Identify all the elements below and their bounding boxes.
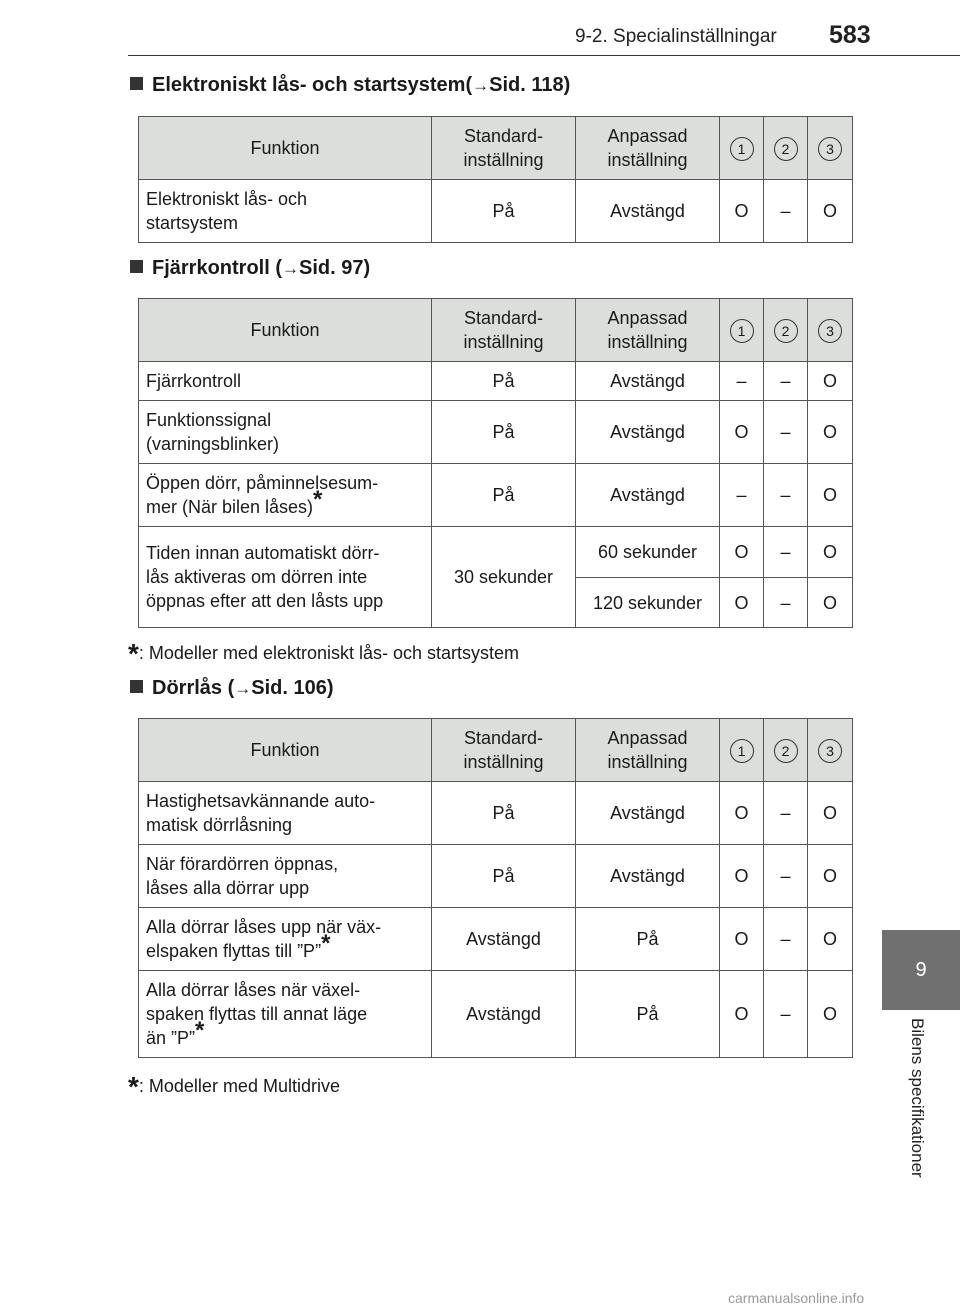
custom-cell: 120 sekunder [576,578,720,628]
watermark: carmanualsonline.info [728,1290,865,1306]
col-header-1 [720,719,764,782]
section-heading-remote: Fjärrkontroll (→Sid. 97) [130,257,370,280]
footnote-asterisk: * [321,930,331,957]
mark-cell-2: – [764,401,808,464]
circled-number-2-icon: 2 [774,137,798,161]
function-cell: Funktionssignal (varningsblinker) [139,401,432,464]
circled-number-2-icon: 2 [774,739,798,763]
standard-cell: På [432,845,576,908]
mark-cell-3: O [808,527,853,578]
table-row [139,971,853,1058]
standard-cell: Avstängd [432,908,576,971]
mark-cell-2: – [764,464,808,527]
mark-cell-1: O [720,180,764,243]
mark-cell-3: O [808,908,853,971]
mark-cell-3: O [808,578,853,628]
custom-cell: Avstängd [576,782,720,845]
function-cell: Elektroniskt lås- och startsystem [139,180,432,243]
chapter-number: 9 [915,958,927,981]
circled-number-3-icon: 3 [818,739,842,763]
mark-cell-1: O [720,908,764,971]
col-header-2 [764,299,808,362]
footnote-asterisk: * [313,486,323,513]
standard-cell: På [432,464,576,527]
custom-cell: Avstängd [576,362,720,401]
settings-table-door-lock [138,718,853,1058]
circled-number-2-icon: 2 [774,319,798,343]
table-row [139,908,853,971]
mark-cell-2: – [764,782,808,845]
standard-cell: Avstängd [432,971,576,1058]
settings-table-electronic-lock [138,116,853,243]
section-heading-electronic-lock: Elektroniskt lås- och startsystem(→Sid. 118) [130,74,570,97]
custom-cell: På [576,908,720,971]
arrow-icon: → [282,259,300,278]
col-header-2 [764,117,808,180]
function-cell: Fjärrkontroll [139,362,432,401]
function-cell: Alla dörrar låses upp när väx- elspaken flyttas till ”P”* [139,908,432,971]
mark-cell-2: – [764,908,808,971]
mark-cell-3: O [808,401,853,464]
col-header-function: Funktion [139,299,432,362]
chapter-tab [882,930,960,1010]
footnote-asterisk: * [195,1017,205,1044]
footnote-door-lock: *: Modeller med Multidrive [128,1071,340,1102]
mark-cell-1: O [720,782,764,845]
col-header-standard: Standard- inställning [432,117,576,180]
circled-number-1-icon: 1 [730,739,754,763]
table-header-row [139,299,853,362]
custom-cell: På [576,971,720,1058]
square-bullet-icon [130,260,143,273]
mark-cell-1: O [720,401,764,464]
circled-number-1-icon: 1 [730,319,754,343]
section-heading-door-lock: Dörrlås (→Sid. 106) [130,677,334,700]
chapter-title [892,1018,942,1218]
mark-cell-3: O [808,362,853,401]
mark-cell-3: O [808,971,853,1058]
mark-cell-2: – [764,971,808,1058]
mark-cell-1: O [720,527,764,578]
custom-cell: Avstängd [576,845,720,908]
col-header-custom: Anpassad inställning [576,719,720,782]
footnote-remote: *: Modeller med elektroniskt lås- och startsystem [128,638,520,669]
col-header-standard: Standard- inställning [432,299,576,362]
col-header-3 [808,117,853,180]
col-header-1 [720,299,764,362]
function-cell: När förardörren öppnas, låses alla dörrar upp [139,845,432,908]
table-row [139,362,853,401]
mark-cell-3: O [808,180,853,243]
mark-cell-3: O [808,782,853,845]
col-header-2 [764,719,808,782]
table-row [139,845,853,908]
header-rule [128,55,960,56]
col-header-1 [720,117,764,180]
standard-cell: På [432,782,576,845]
mark-cell-2: – [764,180,808,243]
standard-cell: På [432,362,576,401]
standard-cell: 30 sekunder [432,527,576,628]
mark-cell-2: – [764,578,808,628]
table-header-row [139,719,853,782]
col-header-3 [808,719,853,782]
chapter-title-text: Bilens specifikationer [908,1018,927,1178]
table-header-row [139,117,853,180]
custom-cell: Avstängd [576,180,720,243]
settings-table-remote [138,298,853,628]
mark-cell-2: – [764,845,808,908]
arrow-icon: → [234,679,252,698]
standard-cell: På [432,180,576,243]
mark-cell-1: – [720,362,764,401]
table-row [139,527,853,578]
function-cell: Alla dörrar låses när växel- spaken flyttas till annat läge än ”P”* [139,971,432,1058]
table-row [139,464,853,527]
table-row [139,401,853,464]
arrow-icon: → [472,76,490,95]
function-cell: Hastighetsavkännande auto- matisk dörrlåsning [139,782,432,845]
circled-number-3-icon: 3 [818,137,842,161]
circled-number-3-icon: 3 [818,319,842,343]
table-row [139,180,853,243]
circled-number-1-icon: 1 [730,137,754,161]
function-cell: Tiden innan automatiskt dörr- lås aktiveras om dörren inte öppnas efter att den låsts upp [139,527,432,628]
col-header-3 [808,299,853,362]
page-number: 583 [829,21,871,49]
mark-cell-1: O [720,971,764,1058]
section-title: 9-2. Specialinställningar [575,26,777,47]
col-header-function: Funktion [139,719,432,782]
standard-cell: På [432,401,576,464]
custom-cell: 60 sekunder [576,527,720,578]
mark-cell-2: – [764,362,808,401]
custom-cell: Avstängd [576,401,720,464]
mark-cell-1: O [720,578,764,628]
mark-cell-3: O [808,464,853,527]
col-header-standard: Standard- inställning [432,719,576,782]
mark-cell-2: – [764,527,808,578]
table-row [139,782,853,845]
col-header-custom: Anpassad inställning [576,299,720,362]
square-bullet-icon [130,680,143,693]
custom-cell: Avstängd [576,464,720,527]
mark-cell-3: O [808,845,853,908]
col-header-custom: Anpassad inställning [576,117,720,180]
function-cell: Öppen dörr, påminnelsesum- mer (När bilen låses)* [139,464,432,527]
square-bullet-icon [130,77,143,90]
mark-cell-1: O [720,845,764,908]
col-header-function: Funktion [139,117,432,180]
mark-cell-1: – [720,464,764,527]
